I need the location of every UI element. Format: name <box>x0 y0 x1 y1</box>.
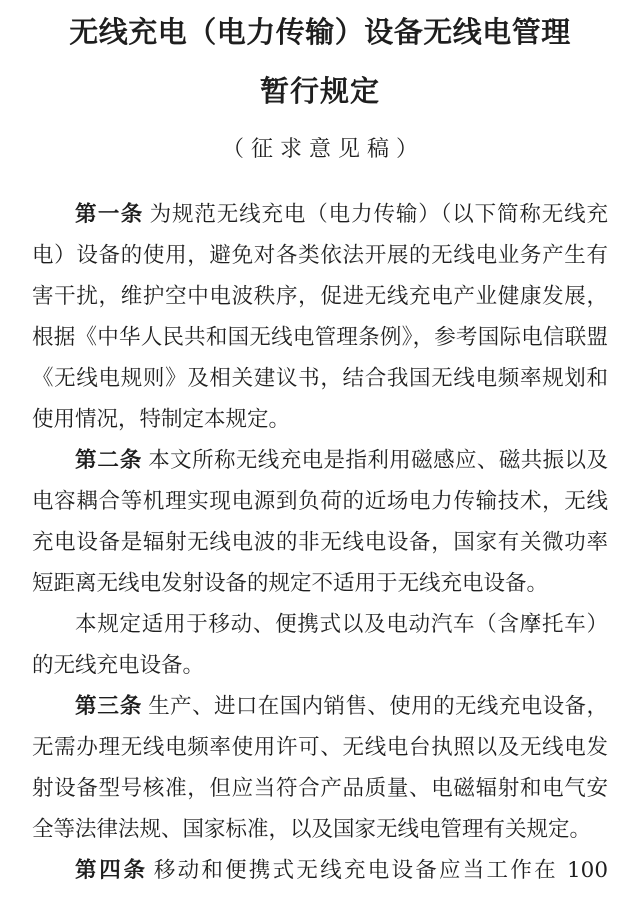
article-4-paragraph <box>32 850 608 891</box>
article-4-text: 移动和便携式无线充电设备应当工作在 100 <box>153 858 608 883</box>
document-title-line1: 无线充电（电力传输）设备无线电管理 <box>69 15 571 49</box>
article-3-text: 生产、进口在国内销售、使用的无线充电设备，无需办理无线电频率使用许可、无线电台执照以及无线电发射设备型号核准，但应当符合产品质量、电磁辐射和电气安全等法律法规、国家标准，以及国家无线电管理有关规定。 <box>32 694 608 842</box>
article-4-label: 第四条 <box>75 858 148 883</box>
document-body <box>0 194 640 891</box>
article-2-scope-paragraph <box>32 604 608 686</box>
article-2-text: 本文所称无线充电是指利用磁感应、磁共振以及电容耦合等机理实现电源到负荷的近场电力传输技术，无线充电设备是辐射无线电波的非无线电设备，国家有关微功率短距离无线电发射设备的规定不适用于无线充电设备。 <box>32 448 608 596</box>
article-2-paragraph <box>32 440 608 604</box>
article-3-paragraph <box>32 686 608 850</box>
article-1-text: 为规范无线充电（电力传输）（以下简称无线充电）设备的使用，避免对各类依法开展的无线电业务产生有害干扰，维护空中电波秩序，促进无线充电产业健康发展，根据《中华人民共和国无线电管理条例》，参考国际电信联盟《无线电规则》及相关建议书，结合我国无线电频率规划和使用情况，特制定本规定。 <box>32 202 608 432</box>
article-1-label: 第一条 <box>75 202 144 227</box>
draft-note: （征求意见稿） <box>221 137 425 162</box>
article-2-label: 第二条 <box>75 448 143 473</box>
document-title-line2: 暂行规定 <box>259 74 380 108</box>
article-2-scope-text: 本规定适用于移动、便携式以及电动汽车（含摩托车）的无线充电设备。 <box>32 612 608 678</box>
article-1-paragraph <box>32 194 608 440</box>
article-3-label: 第三条 <box>75 694 143 719</box>
